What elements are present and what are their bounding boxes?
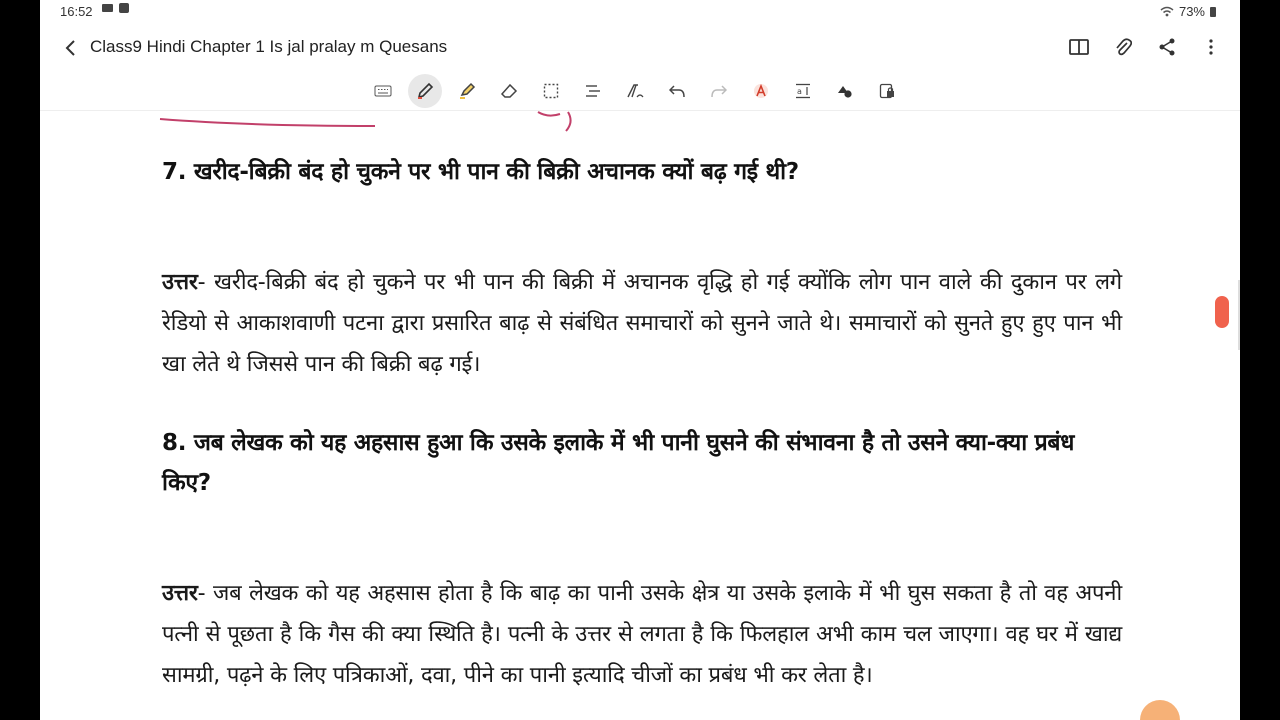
highlighter-tool[interactable] [450, 74, 484, 108]
answer-label: उत्तर [162, 270, 198, 295]
note-page[interactable] [40, 110, 1240, 720]
answer-8 [162, 573, 1122, 696]
eraser-tool[interactable] [492, 74, 526, 108]
status-time: 16:52 [60, 4, 93, 19]
undo-button[interactable] [660, 74, 694, 108]
paperclip-icon [1114, 37, 1132, 57]
lock-icon [879, 83, 895, 99]
pen-icon [416, 82, 434, 100]
undo-icon [669, 84, 685, 98]
redo-icon [711, 84, 727, 98]
status-bar [40, 0, 1240, 24]
back-button[interactable] [58, 36, 82, 60]
lasso-icon [543, 83, 559, 99]
lock-tool[interactable] [870, 74, 904, 108]
eraser-icon [500, 83, 518, 99]
answer-text: - जब लेखक को यह अहसास होता है कि बाढ़ का पानी उसके क्षेत्र या उसके इलाके में भी घुस सकता है तो वह अपनी पत्नी से पूछता है कि गैस की क्या स्थिति है। पत्नी के उत्तर से लगता है कि फिलहाल अभी काम चल जाएगा। वह घर में खाद्य सामग्री, पढ़ने के लिए पत्रिकाओं, दवा, पीने का पानी इत्यादि चीजों का प्रबंध भी कर लेता है। [162, 581, 1122, 688]
keyboard-tool[interactable] [366, 74, 400, 108]
video-icon [102, 4, 113, 12]
attach-button[interactable] [1110, 34, 1136, 60]
question-8: 8. जब लेखक को यह अहसास हुआ कि उसके इलाके में भी पानी घुसने की संभावना है तो उसने क्या-क्या प्रबंध किए? [162, 430, 1075, 496]
page-view-button[interactable] [1066, 34, 1092, 60]
more-button[interactable] [1198, 34, 1224, 60]
redo-button[interactable] [702, 74, 736, 108]
keyboard-icon [374, 85, 392, 97]
pen-tool[interactable] [408, 74, 442, 108]
document-title: Class9 Hindi Chapter 1 Is jal pralay m Quesans [90, 37, 448, 56]
battery-level: 73% [1178, 4, 1205, 19]
tablet-screen [40, 0, 1240, 720]
wifi-icon [1160, 6, 1174, 17]
lasso-tool[interactable] [534, 74, 568, 108]
share-icon [1158, 38, 1176, 56]
answer-text: - खरीद-बिक्री बंद हो चुकने पर भी पान की बिक्री में अचानक वृद्धि हो गई क्योंकि लोग पान वाले की दुकान पर लगे रेडियो से आकाशवाणी पटना द्वारा प्रसारित बाढ़ से संबंधित समाचारों को सुनने जाते थे। समाचारों को सुनते हुए हुए पान भी खा लेते थे जिससे पान की बिक्री बढ़ गई। [162, 270, 1122, 377]
book-icon [1069, 39, 1089, 55]
battery-icon [1210, 7, 1216, 17]
checkbox-icon [119, 3, 129, 13]
chevron-left-icon [64, 39, 76, 57]
answer-label: उत्तर [162, 581, 198, 606]
shapes-icon [837, 83, 853, 99]
answer-7 [162, 262, 1122, 385]
svg-text:a: a [797, 87, 802, 96]
handwriting-icon [626, 83, 644, 99]
color-icon [753, 83, 769, 99]
spacing-icon [795, 83, 811, 99]
question-7: 7. खरीद-बिक्री बंद हो चुकने पर भी पान की बिक्री अचानक क्यों बढ़ गई थी? [162, 159, 799, 185]
text-align-icon [585, 84, 601, 98]
drawing-toolbar [40, 72, 1240, 111]
handwriting-tool[interactable] [618, 74, 652, 108]
share-button[interactable] [1154, 34, 1180, 60]
text-color-tool[interactable] [744, 74, 778, 108]
pen-stroke-annotation [150, 110, 590, 134]
shapes-tool[interactable] [828, 74, 862, 108]
spacing-tool[interactable] [786, 74, 820, 108]
text-align-tool[interactable] [576, 74, 610, 108]
more-vertical-icon [1209, 39, 1213, 55]
highlighter-icon [458, 82, 476, 100]
scroll-track [1238, 280, 1240, 350]
app-header [40, 28, 1240, 68]
scroll-handle[interactable] [1215, 296, 1229, 328]
